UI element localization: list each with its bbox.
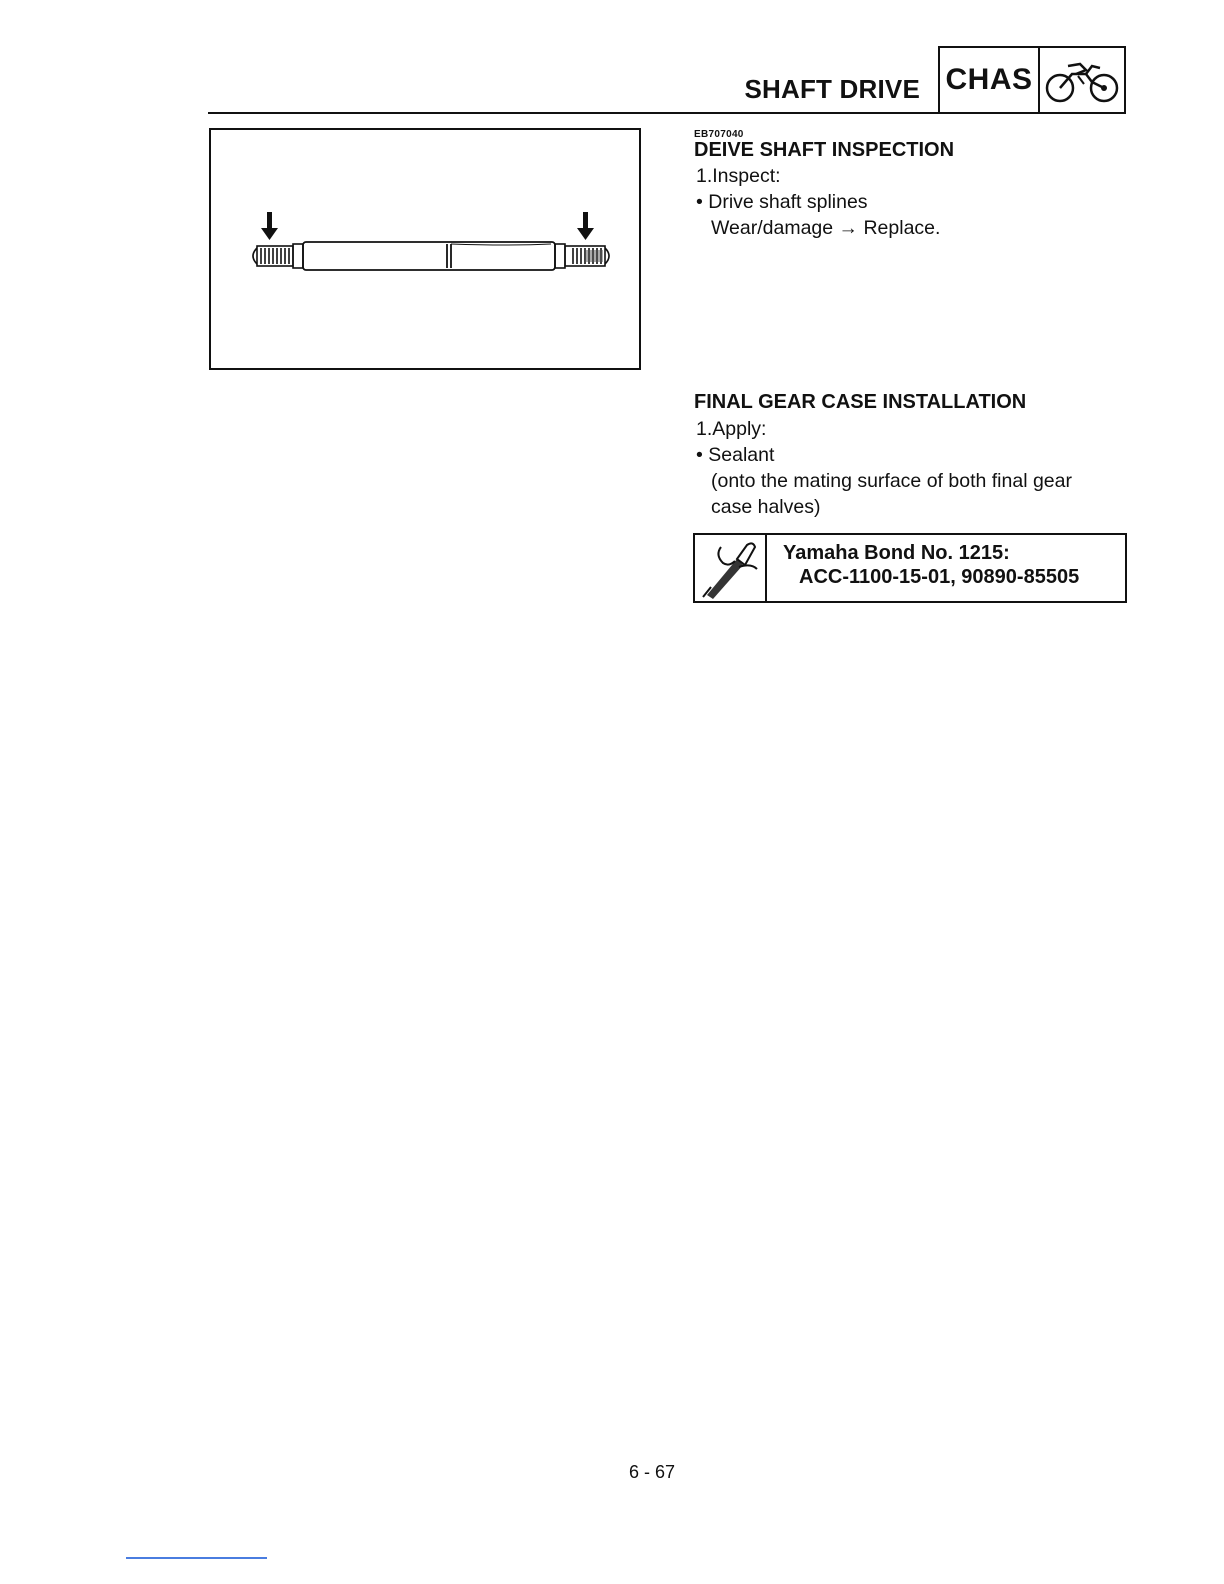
chapter-badge: [938, 46, 1126, 114]
chapter-badge-label: CHAS: [940, 48, 1040, 112]
sealant-tool-icon: [695, 535, 767, 601]
sealant-spec-text: [767, 535, 1125, 601]
shaft-body: [303, 242, 555, 270]
drive-shaft-illustration: [211, 130, 639, 368]
installation-bullet: • Sealant: [696, 444, 775, 466]
installation-body: [694, 416, 1134, 520]
installation-title: FINAL GEAR CASE INSTALLATION: [694, 391, 1027, 413]
inspection-detail: Wear/damage → Replace.: [711, 217, 941, 239]
installation-step: 1.Apply:: [696, 418, 767, 440]
inspection-body: [694, 163, 1134, 241]
inspection-step: 1.Inspect:: [696, 165, 781, 187]
installation-detail-1: (onto the mating surface of both final gear: [711, 470, 1072, 492]
sealant-spec-part-numbers: ACC-1100-15-01, 90890-85505: [799, 566, 1080, 588]
footer-link-rule: [126, 1557, 267, 1559]
inspection-bullet: • Drive shaft splines: [696, 191, 868, 213]
right-arrow-icon: [577, 212, 594, 240]
sealant-spec-name: Yamaha Bond No. 1215:: [783, 542, 1010, 564]
motorcycle-icon: [1040, 48, 1124, 112]
header-rule: [208, 112, 940, 114]
left-arrow-icon: [261, 212, 278, 240]
installation-detail-2: case halves): [711, 496, 821, 518]
inspection-title: DEIVE SHAFT INSPECTION: [694, 139, 955, 161]
section-header-title: SHAFT DRIVE: [744, 74, 920, 104]
left-spline-end: [253, 244, 303, 268]
reference-code: EB707040: [694, 129, 744, 140]
sealant-spec-box: [693, 533, 1127, 603]
page-number: 6 - 67: [628, 1462, 676, 1482]
drive-shaft-figure: [209, 128, 641, 370]
